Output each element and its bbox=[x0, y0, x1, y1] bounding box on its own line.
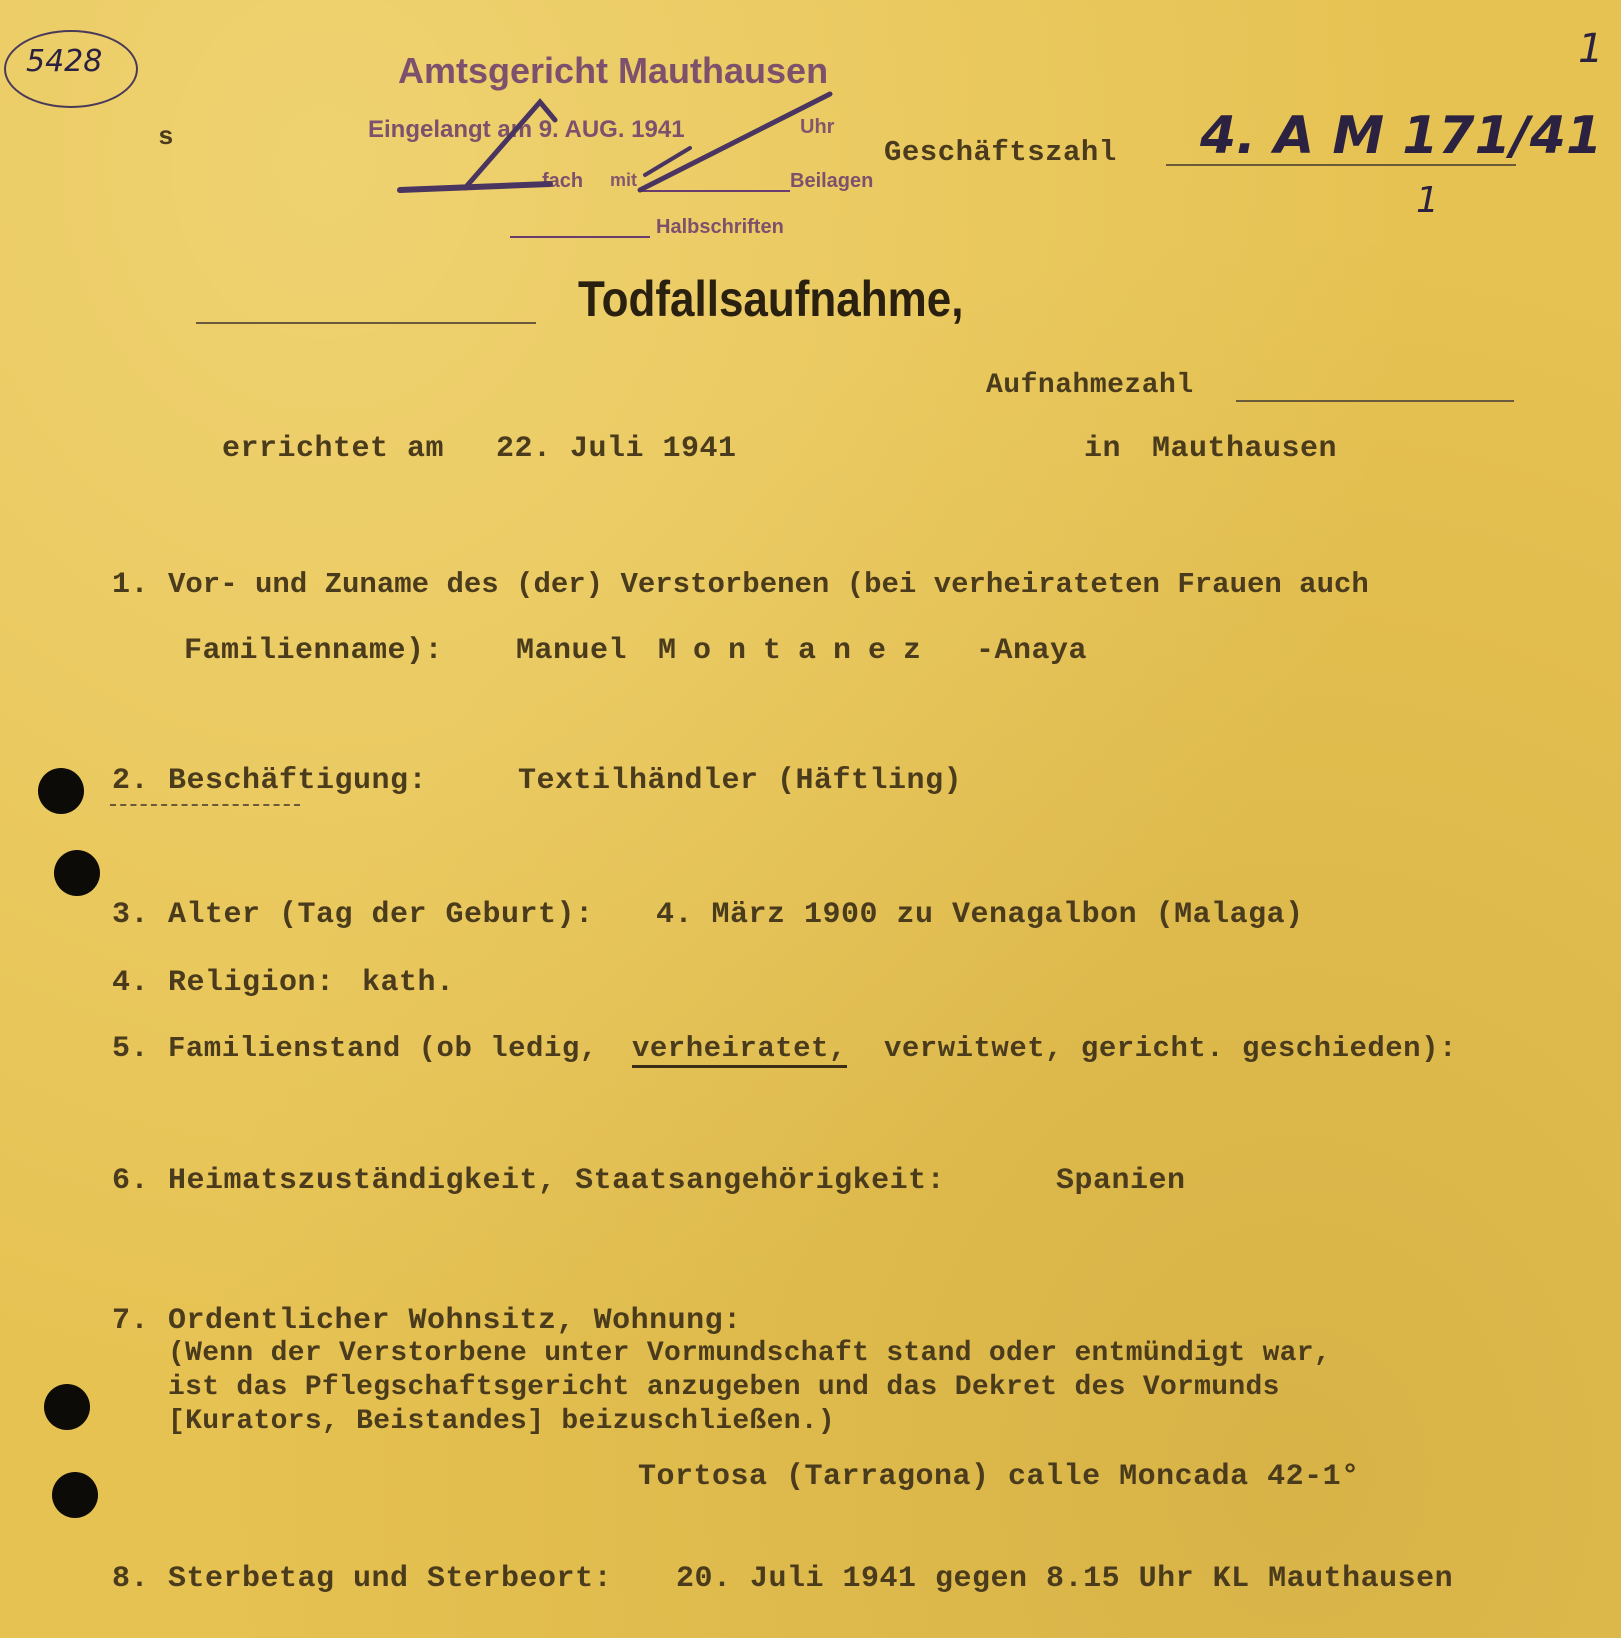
item-7-note-3: [Kurators, Beistandes] beizuschließen.) bbox=[168, 1406, 836, 1437]
item-5-label-pre: Familienstand (ob ledig, bbox=[168, 1032, 598, 1065]
item-2-label: Beschäftigung: bbox=[168, 764, 428, 798]
established-label: errichtet am bbox=[222, 432, 445, 466]
court-stamp-halbschriften: Halbschriften bbox=[656, 216, 784, 238]
title-left-line bbox=[196, 322, 536, 324]
item-1-first-name: Manuel bbox=[516, 634, 628, 668]
archive-mark-text: 5428 bbox=[26, 44, 103, 79]
court-stamp-title: Amtsgericht Mauthausen bbox=[398, 50, 829, 91]
court-stamp-uhr: Uhr bbox=[800, 116, 835, 138]
item-2-number: 2. bbox=[112, 764, 150, 798]
item-1-number: 1. bbox=[112, 568, 150, 602]
item-4-number: 4. bbox=[112, 966, 150, 1000]
item-4-label: Religion: bbox=[168, 966, 335, 1000]
established-date: 22. Juli 1941 bbox=[496, 432, 737, 466]
punch-hole bbox=[44, 1384, 90, 1430]
case-number-sub: 1 bbox=[1416, 180, 1439, 221]
item-8-value: 20. Juli 1941 gegen 8.15 Uhr KL Mauthausen bbox=[676, 1562, 1454, 1596]
item-7-note-2: ist das Pflegschaftsgericht anzugeben und das Dekret des Vormunds bbox=[168, 1372, 1280, 1403]
punch-hole bbox=[54, 850, 100, 896]
item-1-surname: Montanez bbox=[658, 634, 939, 668]
item-6-value: Spanien bbox=[1056, 1164, 1186, 1198]
item-5-label-post: verwitwet, gericht. geschieden): bbox=[884, 1032, 1457, 1065]
case-number-label: Geschäftszahl bbox=[884, 136, 1117, 169]
item-3-number: 3. bbox=[112, 898, 150, 932]
intake-number-line bbox=[1236, 400, 1514, 402]
item-3-label: Alter (Tag der Geburt): bbox=[168, 898, 594, 932]
item-4-value: kath. bbox=[362, 966, 455, 1000]
item-7-label: Ordentlicher Wohnsitz, Wohnung: bbox=[168, 1304, 742, 1338]
item-6-number: 6. bbox=[112, 1164, 150, 1198]
case-number-value: 4. A M 171/41 bbox=[1200, 106, 1603, 166]
item-7-value: Tortosa (Tarragona) calle Moncada 42-1° bbox=[638, 1460, 1360, 1494]
item-8-number: 8. bbox=[112, 1562, 150, 1596]
court-stamp-beilagen: Beilagen bbox=[790, 170, 874, 192]
item-2-line bbox=[110, 804, 300, 806]
punch-hole bbox=[52, 1472, 98, 1518]
item-7-number: 7. bbox=[112, 1304, 150, 1338]
item-7-note-1: (Wenn der Verstorbene unter Vormundschaft stand oder entmündigt war, bbox=[168, 1338, 1331, 1369]
item-2-value: Textilhändler (Häftling) bbox=[518, 764, 963, 798]
punch-hole bbox=[38, 768, 84, 814]
marker-s: s bbox=[158, 122, 175, 152]
stamp-line bbox=[510, 236, 650, 238]
established-place-label: in bbox=[1084, 432, 1122, 466]
item-3-value: 4. März 1900 zu Venagalbon (Malaga) bbox=[656, 898, 1304, 932]
item-5-label-selected: verheiratet, bbox=[632, 1032, 847, 1068]
item-8-label: Sterbetag und Sterbeort: bbox=[168, 1562, 613, 1596]
item-1-label: Vor- und Zuname des (der) Verstorbenen (bei verheirateten Frauen auch bbox=[168, 568, 1369, 601]
established-place: Mauthausen bbox=[1152, 432, 1338, 466]
court-stamp-fach: fach bbox=[542, 170, 584, 192]
intake-number-label: Aufnahmezahl bbox=[986, 370, 1194, 401]
item-5-number: 5. bbox=[112, 1032, 150, 1066]
document-title: Todfallsaufnahme, bbox=[578, 271, 964, 327]
item-1-surname-suffix: -Anaya bbox=[976, 634, 1088, 668]
page-number: 1 bbox=[1578, 26, 1604, 72]
item-1-label-cont: Familienname): bbox=[184, 634, 444, 668]
item-6-label: Heimatszuständigkeit, Staatsangehörigkeit: bbox=[168, 1164, 946, 1198]
handwritten-strokes bbox=[390, 80, 870, 210]
court-stamp-mit: mit bbox=[610, 170, 637, 190]
court-stamp-received: Eingelangt am 9. AUG. 1941 bbox=[368, 116, 685, 143]
